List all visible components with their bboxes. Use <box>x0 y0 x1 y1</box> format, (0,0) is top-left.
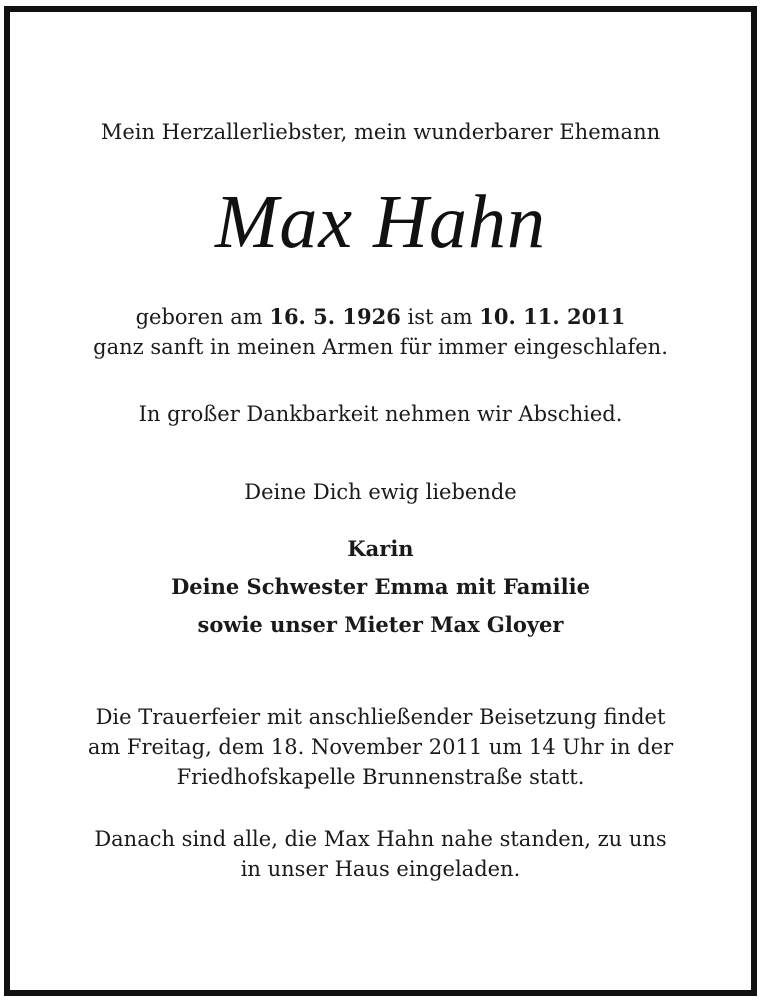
loving-text <box>10 477 751 507</box>
intro-line: Mein Herzallerliebster, mein wunderbarer Ehemann <box>100 120 661 144</box>
ceremony-line: am Freitag, dem 18. November 2011 um 14 Uhr in der <box>87 735 674 759</box>
dates-line-1 <box>10 302 751 332</box>
ceremony-line: Die Trauerfeier mit anschließender Beisetzung findet <box>95 705 666 729</box>
farewell-text <box>10 399 751 429</box>
mourners-list <box>10 530 751 644</box>
deceased-name: Max Hahn <box>215 180 546 264</box>
dates-mid: ist am <box>400 305 480 329</box>
mourner-name: Karin <box>347 536 414 561</box>
mourner-name: sowie unser Mieter Max Gloyer <box>197 612 564 637</box>
death-date: 10. 11. 2011 <box>479 304 626 329</box>
loving-line: Deine Dich ewig liebende <box>244 480 517 504</box>
mourner-name: Deine Schwester Emma mit Familie <box>171 574 590 599</box>
invitation-text <box>10 824 751 884</box>
life-dates <box>10 302 751 362</box>
invitation-line: Danach sind alle, die Max Hahn nahe standen, zu uns <box>94 827 667 851</box>
invitation-line: in unser Haus eingeladen. <box>240 857 521 881</box>
intro-text <box>10 117 751 147</box>
dates-line-2: ganz sanft in meinen Armen für immer eingeschlafen. <box>93 335 668 359</box>
farewell-line: In großer Dankbarkeit nehmen wir Abschied. <box>138 402 623 426</box>
birth-date: 16. 5. 1926 <box>269 304 401 329</box>
ceremony-line: Friedhofskapelle Brunnenstraße statt. <box>176 765 585 789</box>
born-prefix: geboren am <box>135 305 270 329</box>
ceremony-text <box>10 702 751 792</box>
